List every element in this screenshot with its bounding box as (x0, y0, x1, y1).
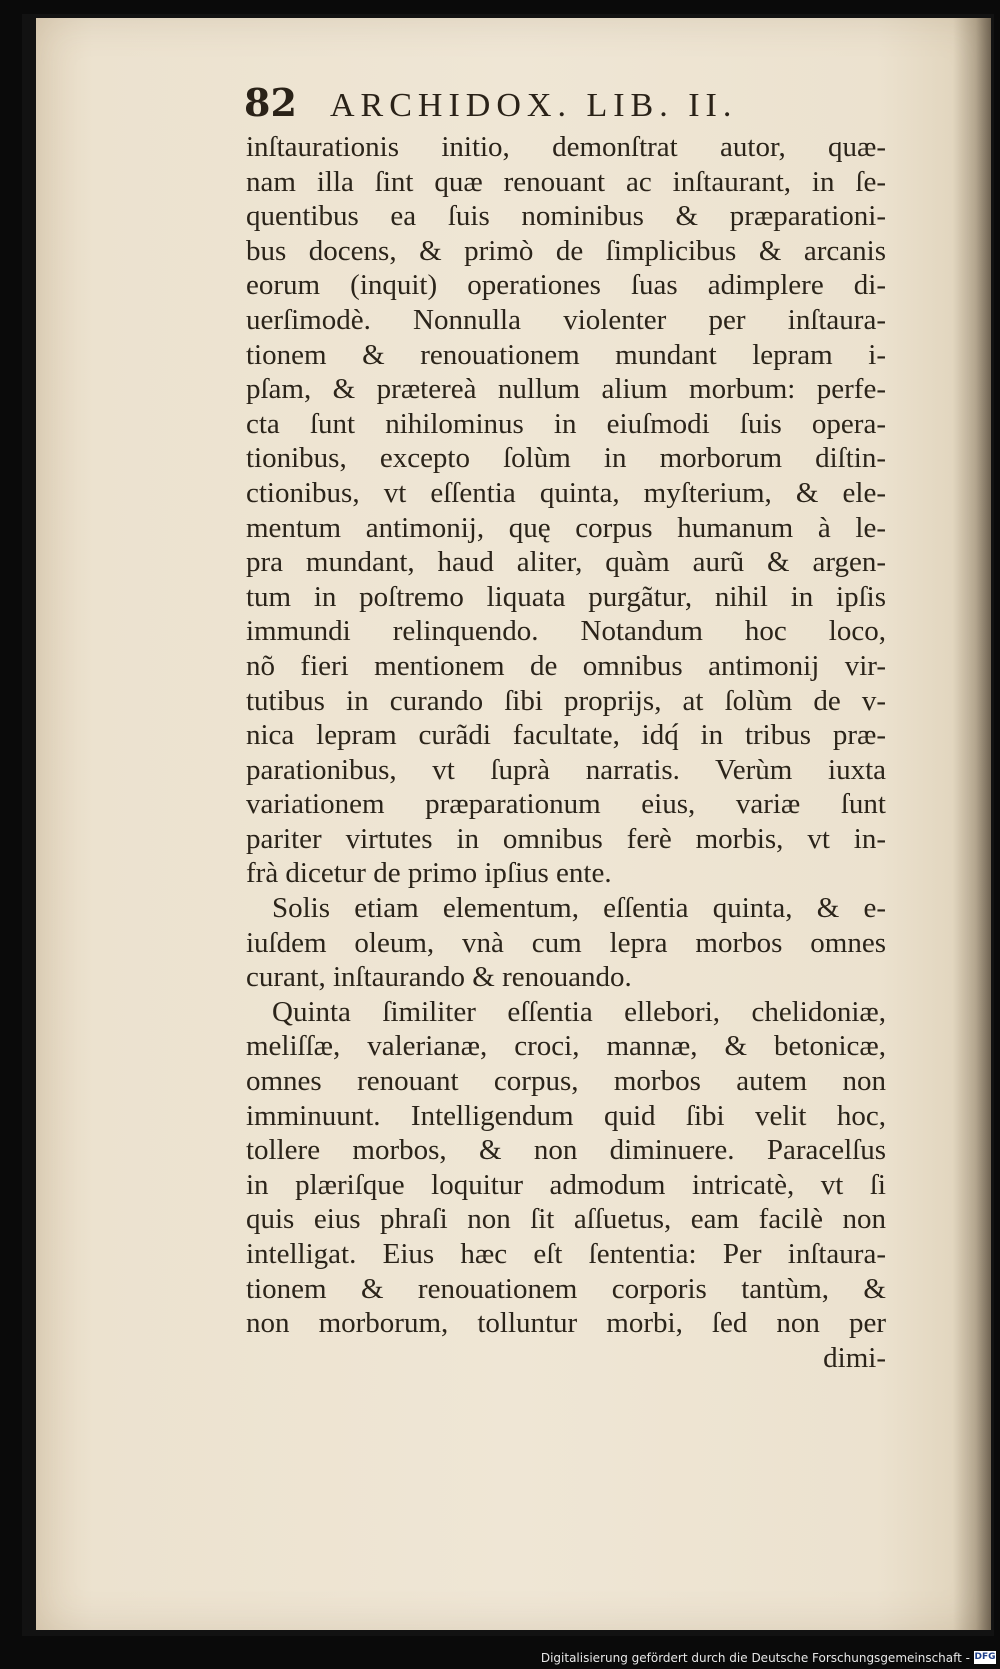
text-line: iuſdem oleum, vnà cum lepra morbos omnes (246, 926, 886, 959)
text-line: intelligat. Eius hæc eſt ſententia: Per inſtaura- (246, 1238, 886, 1270)
text-line: in plæriſque loquitur admodum intricatè, vt ſi (246, 1168, 886, 1201)
text-line: eorum (inquit) operationes ſuas adimplere di- (246, 269, 886, 302)
text-line: frà dicetur de primo ipſius ente. (246, 857, 612, 890)
text-line: imminuunt. Intelligendum quid ſibi velit hoc, (246, 1099, 886, 1132)
text-line: tollere morbos, & non diminuere. Paracelſus (246, 1134, 886, 1167)
text-line: nõ fieri mentionem de omnibus antimonij vir- (246, 649, 886, 682)
text-line: omnes renouant corpus, morbos autem non (246, 1065, 886, 1098)
text-line: non morborum, tolluntur morbi, ſed non per (246, 1307, 886, 1340)
text-line: curant, inſtaurando & renouando. (246, 961, 632, 994)
text-line: uerſimodè. Nonnulla violenter per inſtaura- (246, 303, 886, 336)
text-line: quis eius phraſi non ſit aſſuetus, eam facilè non (246, 1203, 886, 1236)
text-line: meliſſæ, valerianæ, croci, mannæ, & betonicæ, (246, 1030, 886, 1063)
text-line: pſam, & prætereà nullum alium morbum: perfe- (246, 373, 886, 406)
text-line: tionem & renouationem mundant lepram i- (246, 338, 886, 371)
running-title: ARCHIDOX. LIB. II. (330, 87, 738, 124)
running-head (244, 80, 884, 132)
text-line: tutibus in curando ſibi proprijs, at ſolùm de v- (246, 684, 886, 717)
page-edge-shadow (953, 18, 991, 1630)
text-line: tionem & renouationem corporis tantùm, & (246, 1272, 886, 1305)
funding-credit: Digitalisierung gefördert durch die Deutsche Forschungsgemeinschaft - (540, 1651, 970, 1665)
dfg-logo: DFG (974, 1652, 996, 1662)
text-line: quentibus ea ſuis nominibus & præparationi- (246, 200, 886, 233)
body-text (246, 130, 886, 1375)
text-line: cta ſunt nihilominus in eiuſmodi ſuis opera- (246, 407, 886, 440)
digitization-footer (0, 1648, 1000, 1669)
text-line: pariter virtutes in omnibus ferè morbis, vt in- (246, 822, 886, 855)
text-line: mentum antimonij, quę corpus humanum à le- (246, 511, 886, 544)
text-line: pra mundant, haud aliter, quàm aurũ & argen- (246, 546, 886, 579)
text-line: parationibus, vt ſuprà narratis. Verùm iuxta (246, 753, 886, 786)
page-number: 82 (244, 80, 297, 125)
text-line: variationem præparationum eius, variæ ſunt (246, 788, 886, 821)
text-line: tum in poſtremo liquata purgãtur, nihil in ipſis (246, 580, 886, 613)
text-line: nica lepram curãdi facultate, idq́ in tribus præ- (246, 719, 886, 752)
text-line: tionibus, excepto ſolùm in morborum diſtin- (246, 442, 886, 475)
text-line: Quinta ſimiliter eſſentia ellebori, chelidoniæ, (272, 995, 886, 1028)
text-line: immundi relinquendo. Notandum hoc loco, (246, 615, 886, 648)
text-line: nam illa ſint quæ renouant ac inſtaurant, in ſe- (246, 165, 886, 198)
catchword: dimi- (823, 1341, 886, 1374)
text-line: inſtaurationis initio, demonſtrat autor, quæ- (246, 131, 886, 163)
text-line: ctionibus, vt eſſentia quinta, myſterium, & ele- (246, 476, 886, 509)
text-line: Solis etiam elementum, eſſentia quinta, & e- (272, 892, 886, 925)
text-line: bus docens, & primò de ſimplicibus & arcanis (246, 234, 886, 267)
